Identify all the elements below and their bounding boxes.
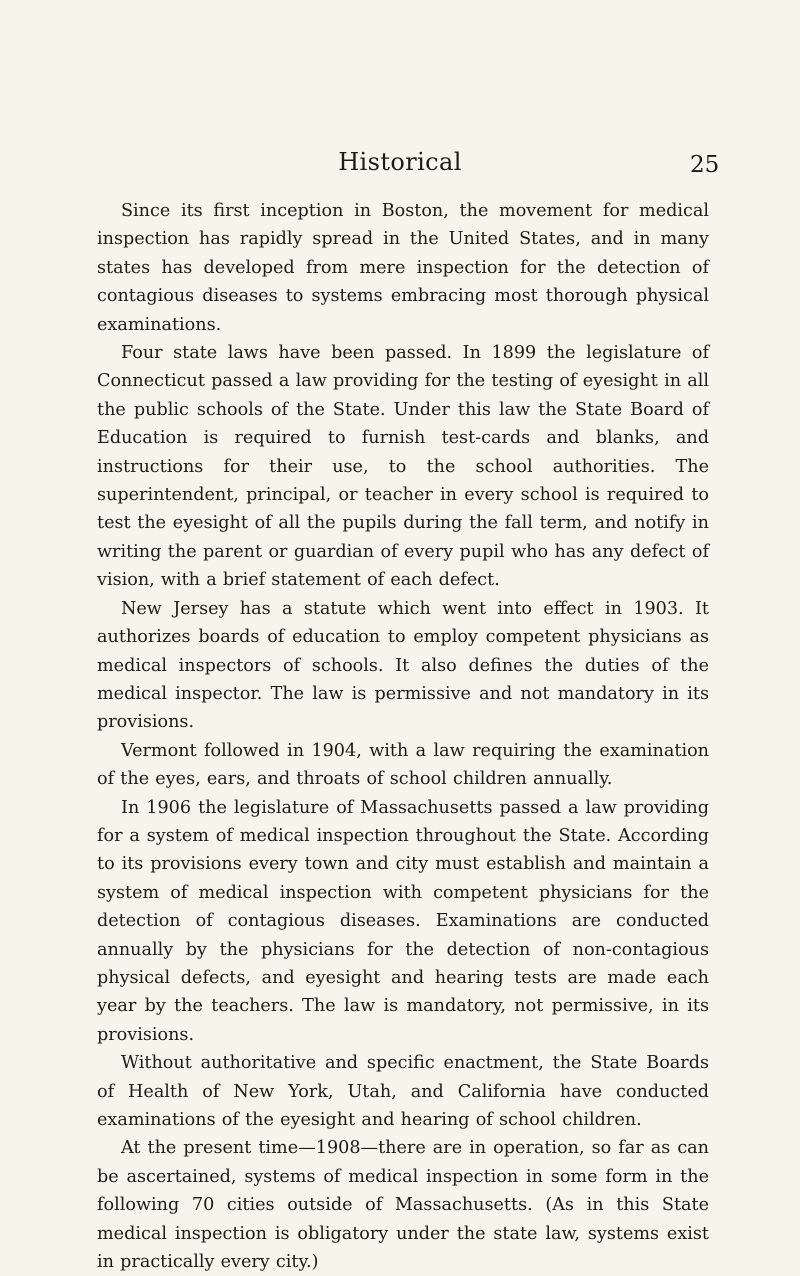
paragraph: New Jersey has a statute which went into effect in 1903. It authorizes boards of education to employ competent physicians as medical inspectors of schools. It also defines the duties of the medical inspector. The law is permissive and not mandatory in its provisions.	[97, 598, 709, 733]
paragraph: At the present time—1908—there are in operation, so far as can be ascertained, systems of medical inspection in some form in the following 70 cities outside of Massachusetts. (As in this State medical inspection is obligatory under the state law, systems exist in practically every city.)	[97, 1138, 709, 1273]
paragraph: Without authoritative and specific enactment, the State Boards of Health of New York, Utah, and California have conducted examinations of the eyesight and hearing of school children.	[97, 1053, 709, 1130]
paragraph: Four state laws have been passed. In 1899 the legislature of Connecticut passed a law providing for the testing of eyesight in all the public schools of the State. Under this law the State Board of Education is required to furnish test-cards and blanks, and instructions for their use, to the school authorities. The superintendent, principal, or teacher in every school is required to test the eyesight of all the pupils during the fall term, and notify in writing the parent or guardian of every pupil who has any defect of vision, with a brief statement of each defect.	[97, 343, 709, 591]
paragraph: Vermont followed in 1904, with a law requiring the examination of the eyes, ears, and throats of school children annually.	[97, 740, 709, 790]
page-number: 25	[690, 152, 720, 178]
running-head	[0, 147, 800, 187]
running-title: Historical	[338, 148, 462, 176]
paragraph: Since its first inception in Boston, the movement for medical inspection has rapidly spread in the United States, and in many states has developed from mere inspection for the detection of contagious diseases to systems embracing most thorough physical examinations.	[97, 201, 709, 335]
paragraph: In 1906 the legislature of Massachusetts passed a law providing for a system of medical inspection throughout the State. According to its provisions every town and city must establish and maintain a system of medical inspection with competent physicians for the detection of contagious diseases. Examinations are conducted annually by the physicians for the detection of non-contagious physical defects, and eyesight and hearing tests are made each year by the teachers. The law is mandatory, not permissive, in its provisions.	[97, 797, 709, 1045]
body-text	[97, 197, 709, 1276]
